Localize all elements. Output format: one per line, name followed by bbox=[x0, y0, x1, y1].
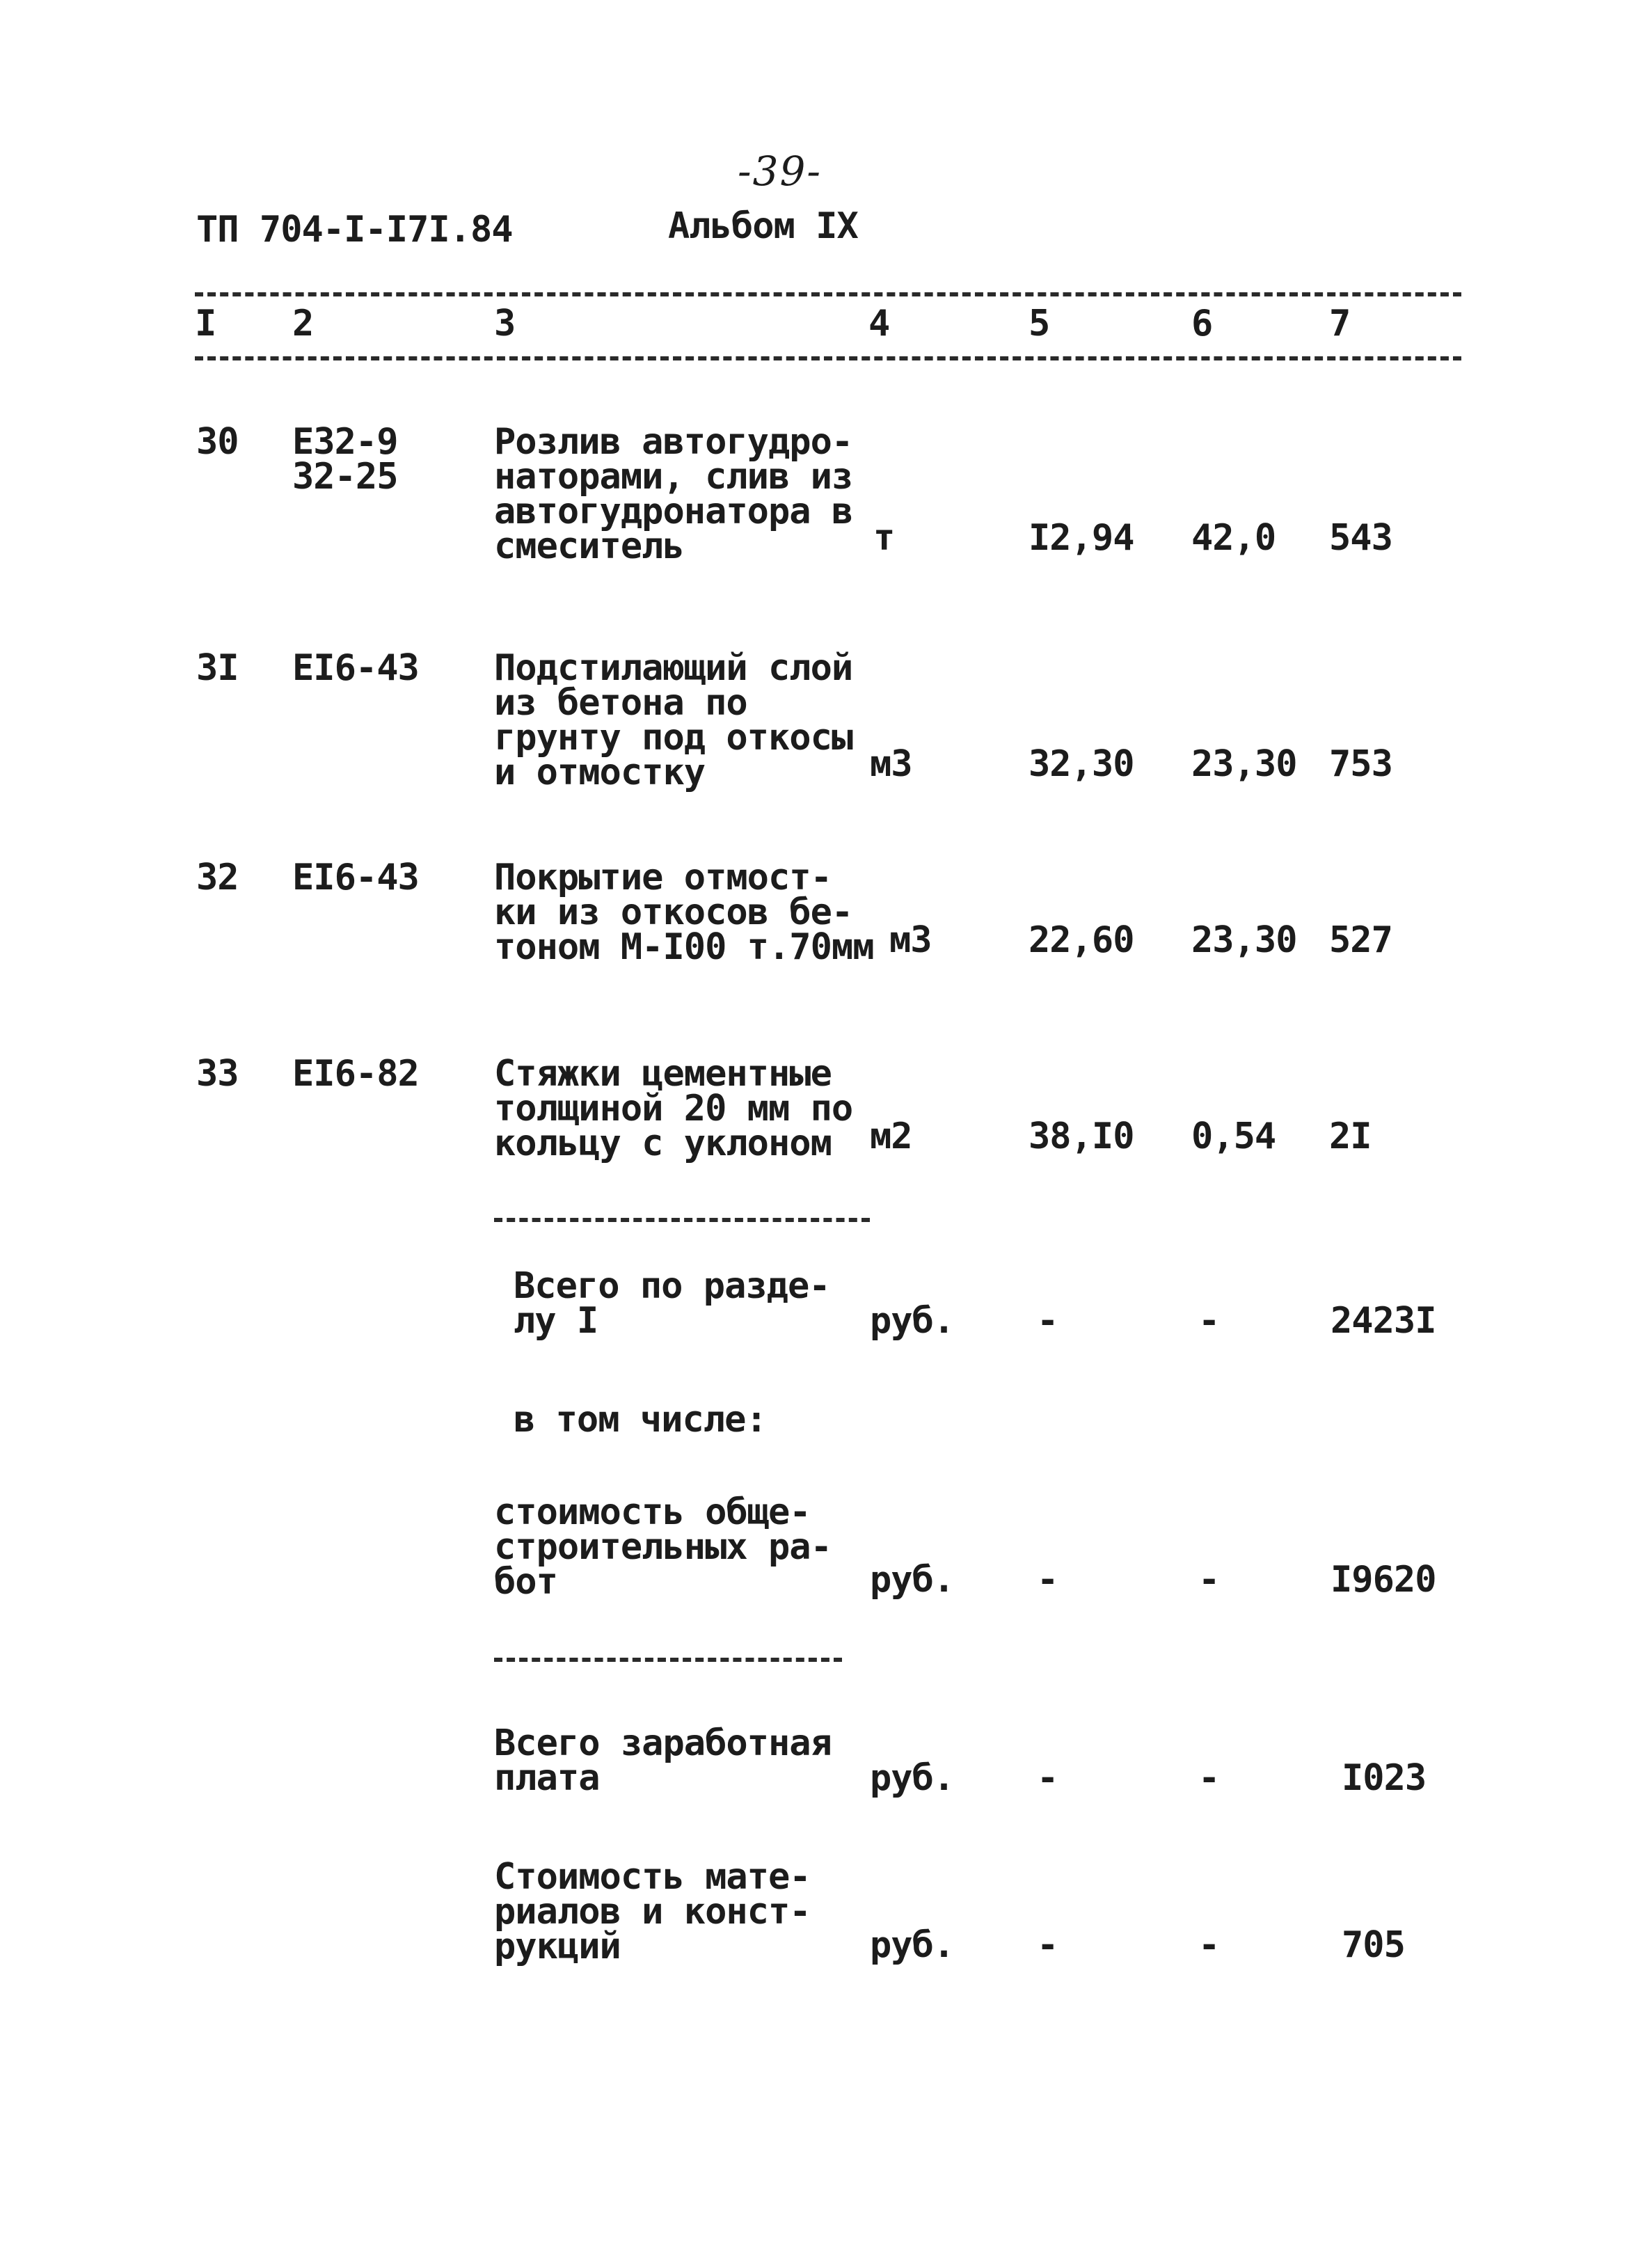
row-33-description: Стяжки цементные толщиной 20 мм по кольцу с уклоном bbox=[494, 1053, 853, 1164]
total-wages-col6: - bbox=[1198, 1757, 1220, 1799]
wages-separator bbox=[494, 1658, 842, 1662]
materials-value: 705 bbox=[1342, 1924, 1405, 1966]
general-construction-unit: руб. bbox=[870, 1559, 955, 1601]
row-32-code: EI6-43 bbox=[292, 857, 419, 898]
col-header-3: 3 bbox=[494, 303, 516, 344]
row-31-unit: м3 bbox=[870, 743, 912, 785]
total-section-col6: - bbox=[1198, 1300, 1220, 1342]
row-31-price: 23,30 bbox=[1191, 743, 1297, 785]
header-bottom-rule bbox=[195, 356, 1461, 360]
row-31-number: 3I bbox=[196, 647, 239, 689]
total-wages-label: Всего заработная плата bbox=[494, 1722, 832, 1799]
col-header-5: 5 bbox=[1028, 303, 1050, 344]
total-section-value: 2423I bbox=[1331, 1300, 1436, 1342]
row-32-price: 23,30 bbox=[1191, 919, 1297, 961]
document-code: ТП 704-I-I7I.84 bbox=[196, 209, 513, 251]
row-30-unit: т bbox=[873, 517, 895, 559]
total-section-label: Всего по разде- лу I bbox=[514, 1265, 830, 1342]
row-33-code: EI6-82 bbox=[292, 1053, 419, 1095]
row-30-quantity: I2,94 bbox=[1028, 517, 1134, 559]
row-31-quantity: 32,30 bbox=[1028, 743, 1134, 785]
row-33-price: 0,54 bbox=[1191, 1116, 1276, 1157]
page-number: -39- bbox=[738, 148, 822, 195]
col-header-2: 2 bbox=[292, 303, 314, 344]
row-33-quantity: 38,I0 bbox=[1028, 1116, 1134, 1157]
header-top-rule bbox=[195, 292, 1461, 296]
summary-separator bbox=[494, 1218, 870, 1222]
row-32-quantity: 22,60 bbox=[1028, 919, 1134, 961]
col-header-4: 4 bbox=[868, 303, 890, 344]
row-30-code: E32-9 32-25 bbox=[292, 421, 398, 498]
col-header-7: 7 bbox=[1329, 303, 1351, 344]
row-33-unit: м2 bbox=[870, 1116, 912, 1157]
row-33-number: 33 bbox=[196, 1053, 239, 1095]
row-31-code: EI6-43 bbox=[292, 647, 419, 689]
row-32-total: 527 bbox=[1329, 919, 1392, 961]
general-construction-col6: - bbox=[1198, 1559, 1220, 1601]
materials-unit: руб. bbox=[870, 1924, 955, 1966]
including-label: в том числе: bbox=[514, 1399, 767, 1441]
col-header-1: I bbox=[195, 303, 216, 344]
row-32-unit: м3 bbox=[889, 919, 932, 961]
row-32-description: Покрытие отмост- ки из откосов бе- тоном М-I00 т.70мм bbox=[494, 857, 874, 968]
total-section-unit: руб. bbox=[870, 1300, 955, 1342]
col-header-6: 6 bbox=[1191, 303, 1213, 344]
general-construction-value: I9620 bbox=[1331, 1559, 1436, 1601]
row-31-total: 753 bbox=[1329, 743, 1392, 785]
total-wages-col5: - bbox=[1037, 1757, 1058, 1799]
row-32-number: 32 bbox=[196, 857, 239, 898]
row-30-number: 30 bbox=[196, 421, 239, 463]
row-30-price: 42,0 bbox=[1191, 517, 1276, 559]
album-label: Альбом IX bbox=[668, 205, 858, 247]
general-construction-label: стоимость обще- строительных ра- бот bbox=[494, 1491, 832, 1603]
row-33-total: 2I bbox=[1329, 1116, 1372, 1157]
materials-col5: - bbox=[1037, 1924, 1058, 1966]
materials-label: Стоимость мате- риалов и конст- рукций bbox=[494, 1856, 811, 1967]
row-31-description: Подстилающий слой из бетона по грунту под откосы и отмостку bbox=[494, 647, 853, 793]
materials-col6: - bbox=[1198, 1924, 1220, 1966]
total-section-col5: - bbox=[1037, 1300, 1058, 1342]
row-30-total: 543 bbox=[1329, 517, 1392, 559]
general-construction-col5: - bbox=[1037, 1559, 1058, 1601]
total-wages-value: I023 bbox=[1342, 1757, 1427, 1799]
total-wages-unit: руб. bbox=[870, 1757, 955, 1799]
row-30-description: Розлив автогудро- наторами, слив из автогудронатора в смеситель bbox=[494, 421, 853, 567]
